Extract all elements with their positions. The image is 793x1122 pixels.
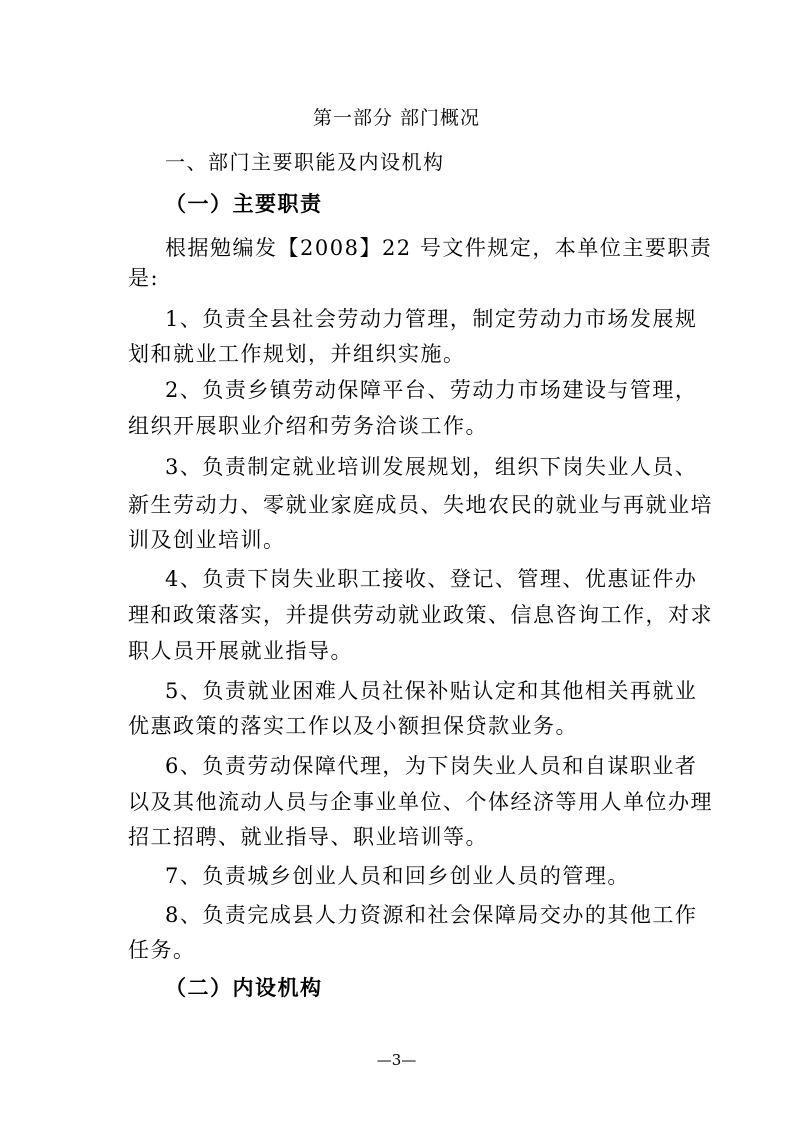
duty-item-3-line-2: 新生劳动力、零就业家庭成员、失地农民的就业与再就业培 [128, 493, 713, 517]
intro-line-2: 是: [128, 266, 160, 290]
duty-item-1-line-1: 1、负责全县社会劳动力管理，制定劳动力市场发展规 [165, 307, 698, 331]
duty-item-4-line-3: 职人员开展就业指导。 [128, 639, 353, 663]
duty-item-4-line-1: 4、负责下岗失业职工接收、登记、管理、优惠证件办 [165, 567, 698, 591]
subsection-heading-duties: （一）主要职责 [165, 191, 323, 216]
duty-item-6-line-2: 以及其他流动人员与企事业单位、个体经济等用人单位办理 [128, 790, 713, 814]
page-number: —3— [376, 1051, 417, 1069]
section-heading: 一、部门主要职能及内设机构 [165, 150, 445, 174]
duty-item-5-line-1: 5、负责就业困难人员社保补贴认定和其他相关再就业 [165, 679, 698, 703]
duty-item-6-line-3: 招工招聘、就业指导、职业培训等。 [128, 825, 488, 849]
intro-line-1: 根据勉编发【2008】22 号文件规定，本单位主要职责 [165, 236, 713, 260]
duty-item-8-line-2: 任务。 [128, 938, 196, 962]
duty-item-1-line-2: 划和就业工作规划，并组织实施。 [128, 342, 466, 366]
duty-item-3-line-3: 训及创业培训。 [128, 528, 286, 552]
duty-item-5-line-2: 优惠政策的落实工作以及小额担保贷款业务。 [128, 714, 578, 738]
duty-item-8-line-1: 8、负责完成县人力资源和社会保障局交办的其他工作 [165, 903, 698, 927]
duty-item-2-line-2: 组织开展职业介绍和劳务洽谈工作。 [128, 414, 488, 438]
subsection-heading-structure: （二）内设机构 [165, 975, 323, 1000]
duty-item-2-line-1: 2、负责乡镇劳动保障平台、劳动力市场建设与管理， [165, 378, 698, 402]
page-title: 第一部分 部门概况 [312, 107, 481, 129]
duty-item-6-line-1: 6、负责劳动保障代理，为下岗失业人员和自谋职业者 [165, 754, 698, 778]
duty-item-7-line-1: 7、负责城乡创业人员和回乡创业人员的管理。 [165, 864, 630, 888]
duty-item-3-line-1: 3、负责制定就业培训发展规划，组织下岗失业人员、 [165, 455, 698, 479]
duty-item-4-line-2: 理和政策落实，并提供劳动就业政策、信息咨询工作，对求 [128, 603, 713, 627]
